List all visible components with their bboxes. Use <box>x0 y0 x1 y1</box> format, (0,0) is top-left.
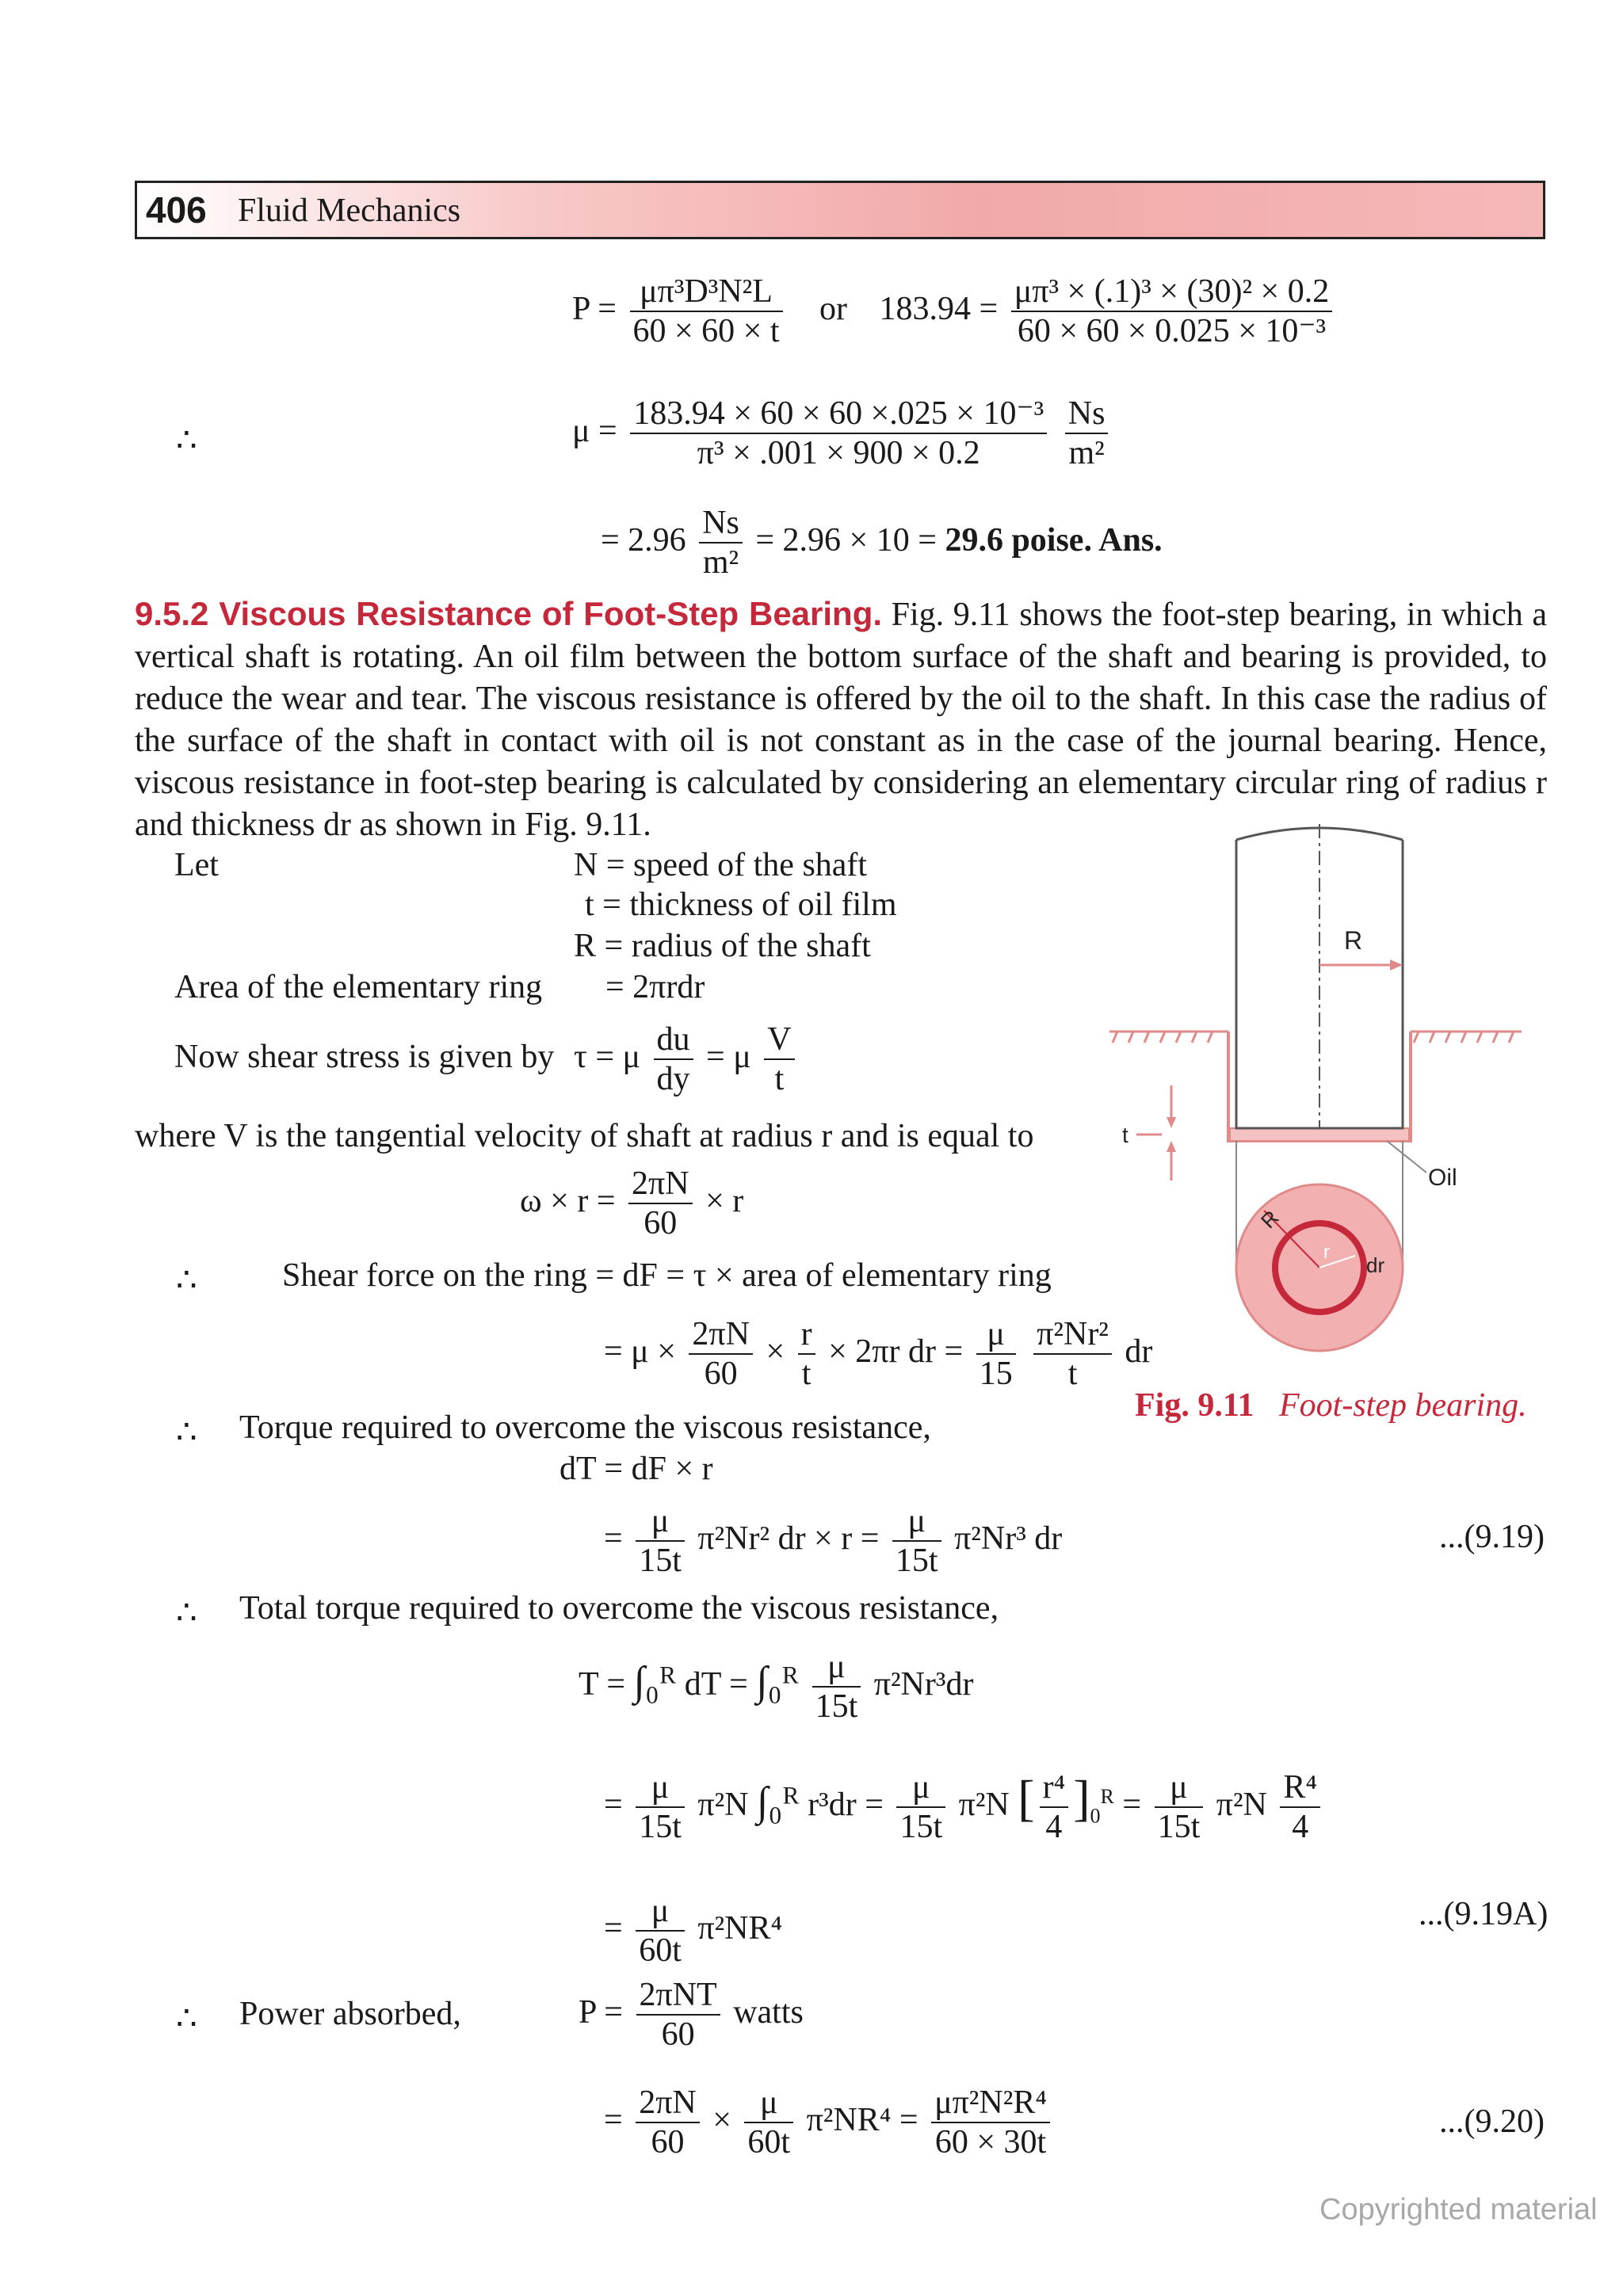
total-torque-integral: T = ∫₀ᴿ dT = ∫₀ᴿ $\frac{\mu}{15t}$ π²Nr³dr <box>579 1649 974 1726</box>
def-n: N = speed of the shaft <box>574 847 868 883</box>
power-equation: P = $\frac{\text{2πNT}}{60}$ watts <box>579 1977 804 2054</box>
velocity-equation: ω × r = $\frac{2\pi N}{60}$ × r <box>520 1165 744 1242</box>
total-torque-result: = $\frac{\mu}{60t}$ π²NR⁴ <box>604 1893 783 1970</box>
therefore-symbol: ∴ <box>176 1262 197 1299</box>
power-label: Power absorbed, <box>239 1996 461 2032</box>
ground-hatch-left <box>1109 1032 1228 1043</box>
equation-mu-result: = 2.96 $\frac{Ns}{\text{m²}}$ = 2.96 × 10 = 29.6 poise. Ans. <box>601 505 1163 582</box>
label-R: R <box>1344 926 1363 955</box>
figure-caption: Fig. 9.11 Foot-step bearing. <box>1135 1387 1527 1424</box>
oil-film <box>1230 1128 1409 1141</box>
shear-force-equation: = μ × $\frac{2\pi N}{60}$ × $\frac{r}{t}$ × 2πr dr = $\frac{\mu}{15}$ $\frac{\text{π²Nr²}}{t}$ dr <box>604 1316 1153 1393</box>
total-torque-text: Total torque required to overcome the viscous resistance, <box>239 1590 999 1627</box>
section-body: Fig. 9.11 shows the foot-step bearing, in which a vertical shaft is rotating. An oil film between the bottom surface of the shaft and bearing is provided, to reduce the wear and tear. The viscous resistance is offered by the oil to the shaft. In this case the radius of the surface of the shaft in contact with oil is not constant as in the case of the journal bearing. Hence, viscous resistance in foot-step bearing is calculated by considering an elementary circular ring of radius r and thickness dr as shown in Fig. 9.11. <box>135 597 1547 843</box>
total-torque-integration: = $\frac{\mu}{15t}$ π²N ∫₀ᴿ r³dr = $\frac{\mu}{15t}$ π²N [ $\frac{\text{r⁴}}{4}$ ]$_0^R$ = $\frac{\mu}{15t}$ π²N $\frac{\text{R⁴}}{4}$ <box>604 1768 1325 1847</box>
therefore-symbol: ∴ <box>176 1595 197 1631</box>
shear-force-text: Shear force on the ring = dF = τ × area of elementary ring <box>282 1257 1052 1294</box>
equation-number-9-19A: ...(9.19A) <box>1419 1896 1549 1932</box>
torque-text: Torque required to overcome the viscous resistance, <box>239 1409 931 1446</box>
def-t: t = thickness of oil film <box>585 887 897 923</box>
label-r: r <box>1323 1241 1330 1263</box>
power-result-equation: = $\frac{2\pi N}{60}$ × $\frac{\mu}{60t}$ π²NR⁴ = $\frac{\text{μπ²N²R⁴}}{60 \times 30t}$ <box>604 2084 1055 2162</box>
label-R-plan: R <box>1256 1205 1284 1234</box>
velocity-text: where V is the tangential velocity of shaft at radius r and is equal to <box>135 1118 1034 1154</box>
equation-mu: μ = $\frac{\text{183.94 × 60 × 60 ×.025 × 10⁻³}}{\text{π³ × .001 × 900 × 0.2}}$ $\frac{Ns}{\text{m²}}$ <box>572 395 1113 473</box>
area-value: = 2πrdr <box>605 969 705 1005</box>
section-heading: 9.5.2 Viscous Resistance of Foot-Step Bearing. <box>135 595 883 632</box>
book-title: Fluid Mechanics <box>238 193 461 229</box>
therefore-symbol: ∴ <box>176 422 197 459</box>
shear-stress-line: Now shear stress is given by τ = μ $\frac{du}{dy}$ = μ $\frac{V}{t}$ <box>174 1020 800 1099</box>
equation-number-9-20: ...(9.20) <box>1439 2103 1545 2140</box>
therefore-symbol: ∴ <box>176 1414 197 1451</box>
equation-number-9-19: ...(9.19) <box>1439 1519 1545 1555</box>
label-dr: dr <box>1366 1253 1385 1277</box>
page-number: 406 <box>146 189 207 231</box>
torque-equation: = $\frac{\mu}{15t}$ π²Nr² dr × r = $\frac{\mu}{15t}$ π²Nr³ dr <box>604 1503 1063 1580</box>
let-label: Let <box>174 847 219 883</box>
copyright-notice: Copyrighted material <box>1319 2193 1598 2226</box>
foot-step-bearing-figure <box>1102 824 1545 1442</box>
section-paragraph <box>135 593 1547 846</box>
label-oil: Oil <box>1428 1165 1457 1191</box>
label-t: t <box>1122 1123 1128 1147</box>
equation-power-1: P = $\frac{\text{μπ³D³N²L}}{60 \times 60 \times t}$ or 183.94 = $\frac{\text{μπ³ × (.1)³ × (30)² × 0.2}}{\text{60 × 60 × 0.025 × 10⁻³}}$ <box>572 273 1337 351</box>
ground-hatch-right <box>1411 1032 1522 1043</box>
def-r: R = radius of the shaft <box>574 928 871 964</box>
area-label: Area of the elementary ring <box>174 969 543 1005</box>
torque-dT: dT = dF × r <box>559 1451 713 1487</box>
therefore-symbol: ∴ <box>176 2000 197 2037</box>
